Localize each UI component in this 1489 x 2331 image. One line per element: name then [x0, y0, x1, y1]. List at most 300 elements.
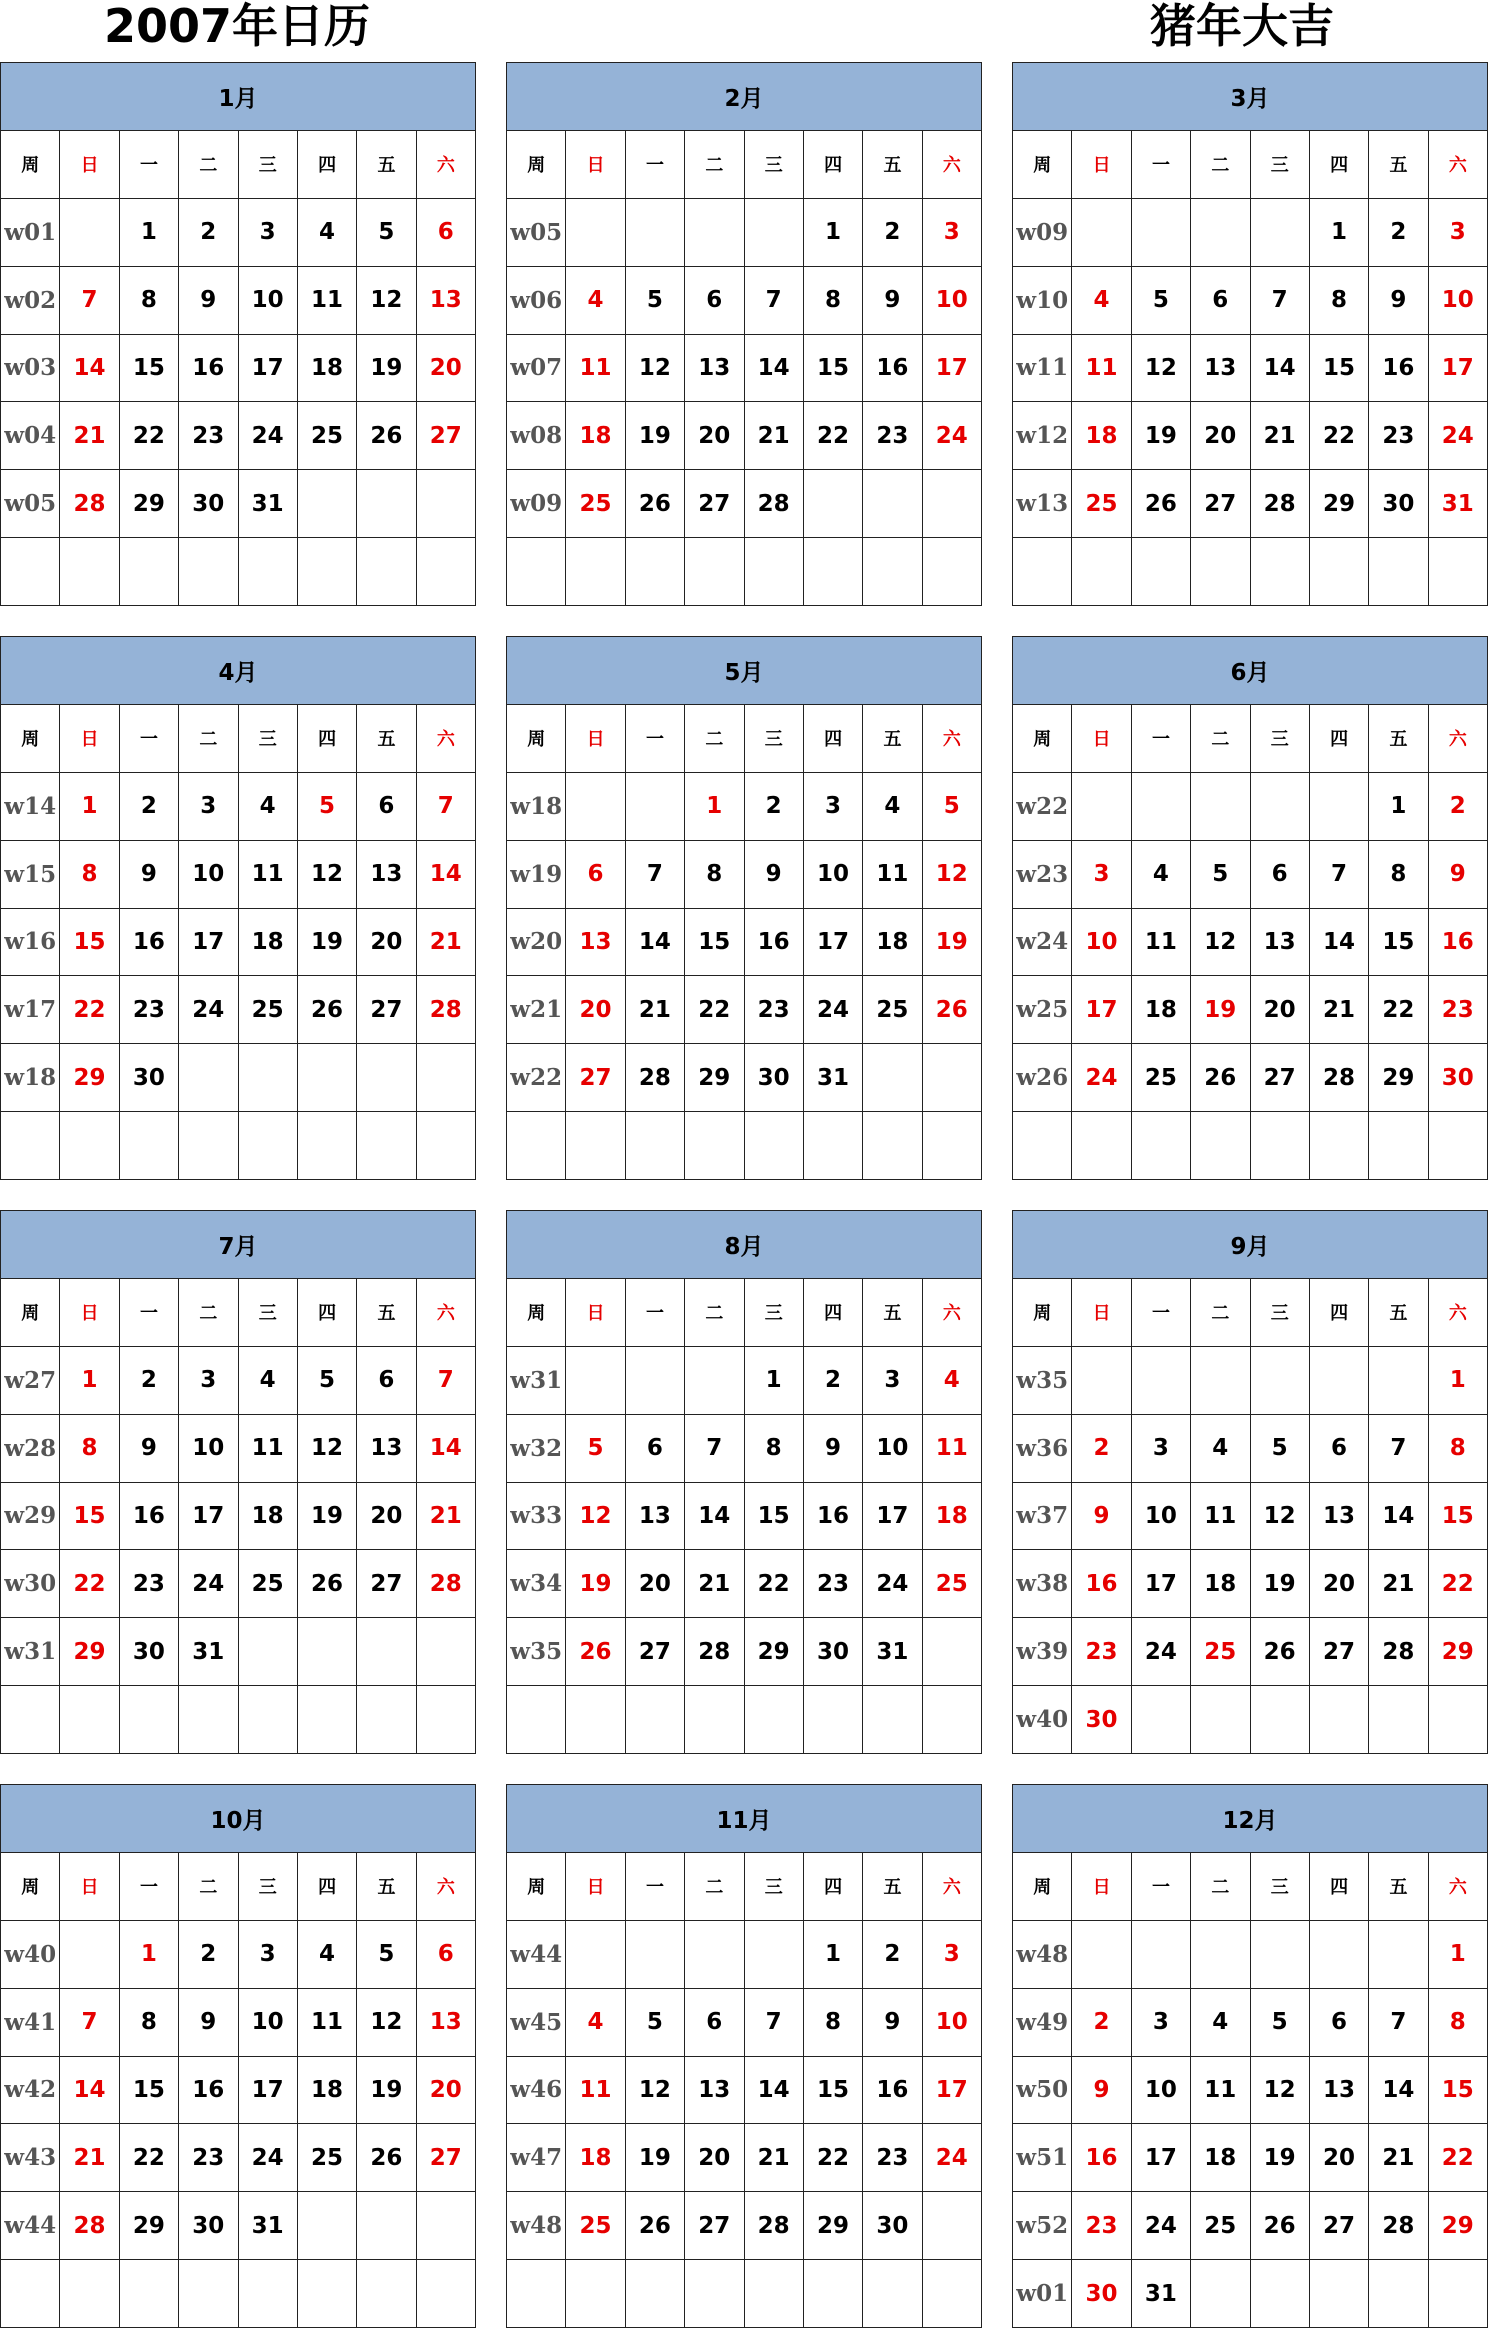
day-cell: 6 [416, 198, 475, 266]
day-cell: 18 [1191, 2124, 1250, 2192]
weekday-header: 六 [1428, 130, 1487, 198]
week-number: w30 [1, 1550, 60, 1618]
weekday-header: 二 [685, 1278, 744, 1346]
day-cell: 21 [1250, 402, 1309, 470]
empty-day-cell [685, 1920, 744, 1988]
weekday-header: 二 [1191, 1278, 1250, 1346]
day-cell: 23 [803, 1550, 862, 1618]
day-cell: 11 [863, 840, 922, 908]
week-number: w29 [1, 1482, 60, 1550]
day-cell: 20 [357, 1482, 416, 1550]
week-row [1013, 538, 1488, 606]
empty-day-cell [238, 1618, 297, 1686]
day-cell: 29 [119, 2192, 178, 2260]
empty-day-cell [60, 1920, 119, 1988]
week-number: w22 [1013, 772, 1072, 840]
week-row [1013, 198, 1488, 266]
day-cell: 13 [357, 840, 416, 908]
week-row [1, 2260, 476, 2328]
day-cell: 14 [744, 2056, 803, 2124]
day-cell: 16 [119, 908, 178, 976]
empty-day-cell [1428, 2260, 1487, 2328]
day-cell: 15 [1369, 908, 1428, 976]
empty-day-cell [1131, 1112, 1190, 1180]
weekday-header: 五 [357, 704, 416, 772]
day-cell: 29 [744, 1618, 803, 1686]
empty-day-cell [297, 1044, 356, 1112]
empty-day-cell [60, 1112, 119, 1180]
week-row [1, 1414, 476, 1482]
week-row [507, 1482, 982, 1550]
weekday-header: 二 [685, 130, 744, 198]
empty-day-cell [179, 1112, 238, 1180]
day-cell: 23 [179, 402, 238, 470]
weekday-header: 二 [179, 130, 238, 198]
empty-day-cell [416, 1686, 475, 1754]
day-cell: 21 [416, 908, 475, 976]
day-cell: 11 [297, 266, 356, 334]
day-cell: 11 [1191, 1482, 1250, 1550]
day-cell: 2 [1369, 198, 1428, 266]
week-row [1013, 908, 1488, 976]
week-row [1013, 1044, 1488, 1112]
weekday-header: 一 [119, 1852, 178, 1920]
day-cell: 13 [685, 334, 744, 402]
week-row [1013, 1686, 1488, 1754]
empty-day-cell [416, 2260, 475, 2328]
day-cell: 28 [1369, 1618, 1428, 1686]
day-cell: 11 [1191, 2056, 1250, 2124]
month-table [1012, 1784, 1488, 2328]
day-cell: 23 [119, 1550, 178, 1618]
day-cell: 31 [863, 1618, 922, 1686]
weekday-header: 六 [416, 130, 475, 198]
empty-day-cell [416, 538, 475, 606]
day-cell: 6 [416, 1920, 475, 1988]
weekday-header: 日 [1072, 1852, 1131, 1920]
empty-day-cell [1428, 1686, 1487, 1754]
day-cell: 8 [60, 1414, 119, 1482]
empty-day-cell [1369, 1112, 1428, 1180]
weekday-header: 日 [566, 130, 625, 198]
week-number: w07 [507, 334, 566, 402]
empty-day-cell [744, 1686, 803, 1754]
weekday-header: 三 [238, 130, 297, 198]
weekday-header: 日 [1072, 704, 1131, 772]
weekday-header: 六 [416, 1278, 475, 1346]
day-cell: 19 [1250, 2124, 1309, 2192]
day-cell: 21 [60, 402, 119, 470]
month-calendar [0, 1210, 476, 1754]
week-row [1013, 2192, 1488, 2260]
day-cell: 26 [1191, 1044, 1250, 1112]
day-cell: 1 [1309, 198, 1368, 266]
day-cell: 18 [922, 1482, 981, 1550]
week-row [507, 1414, 982, 1482]
empty-day-cell [685, 1112, 744, 1180]
week-number: w52 [1013, 2192, 1072, 2260]
weekday-header: 六 [1428, 1278, 1487, 1346]
empty-day-cell [297, 2192, 356, 2260]
day-cell: 5 [1131, 266, 1190, 334]
day-cell: 24 [922, 2124, 981, 2192]
day-cell: 4 [1072, 266, 1131, 334]
day-cell: 22 [685, 976, 744, 1044]
day-cell: 26 [297, 1550, 356, 1618]
weekday-header: 五 [1369, 1852, 1428, 1920]
day-cell: 6 [1309, 1988, 1368, 2056]
week-column-header: 周 [1013, 130, 1072, 198]
week-number: w51 [1013, 2124, 1072, 2192]
month-table [506, 62, 982, 606]
day-cell: 26 [357, 2124, 416, 2192]
day-cell: 31 [803, 1044, 862, 1112]
day-cell: 8 [1428, 1414, 1487, 1482]
day-cell: 25 [238, 1550, 297, 1618]
day-cell: 27 [566, 1044, 625, 1112]
week-row [1, 198, 476, 266]
day-cell: 5 [625, 266, 684, 334]
week-row [1, 1686, 476, 1754]
empty-day-cell [625, 772, 684, 840]
day-cell: 10 [1131, 2056, 1190, 2124]
week-column-header: 周 [1, 1852, 60, 1920]
empty-day-cell [1250, 1920, 1309, 1988]
week-row [507, 2124, 982, 2192]
empty-day-cell [566, 1920, 625, 1988]
day-cell: 6 [1191, 266, 1250, 334]
week-column-header: 周 [1, 704, 60, 772]
weekday-header: 六 [922, 1852, 981, 1920]
week-number: w12 [1013, 402, 1072, 470]
weekday-header: 五 [863, 130, 922, 198]
day-cell: 22 [60, 976, 119, 1044]
day-cell: 6 [685, 266, 744, 334]
day-cell: 23 [1072, 2192, 1131, 2260]
weekday-header: 三 [744, 704, 803, 772]
week-row [1, 538, 476, 606]
month-table [506, 1784, 982, 2328]
day-cell: 9 [179, 1988, 238, 2056]
day-cell: 14 [60, 2056, 119, 2124]
week-row [1, 470, 476, 538]
weekday-header: 五 [357, 130, 416, 198]
weekday-header: 三 [238, 1852, 297, 1920]
day-cell: 3 [863, 1346, 922, 1414]
week-number: w40 [1, 1920, 60, 1988]
weekday-header: 五 [863, 1852, 922, 1920]
day-cell: 15 [685, 908, 744, 976]
month-table [506, 636, 982, 1180]
calendar-title: 2007年日历 [104, 0, 371, 53]
week-number: w38 [1013, 1550, 1072, 1618]
day-cell: 25 [238, 976, 297, 1044]
day-cell: 21 [1369, 2124, 1428, 2192]
day-cell: 23 [119, 976, 178, 1044]
day-cell: 4 [238, 1346, 297, 1414]
week-number: w02 [1, 266, 60, 334]
day-cell: 20 [416, 2056, 475, 2124]
day-cell: 11 [297, 1988, 356, 2056]
empty-day-cell [1072, 1346, 1131, 1414]
weekday-header: 一 [625, 1852, 684, 1920]
week-number: w08 [507, 402, 566, 470]
day-cell: 18 [297, 2056, 356, 2124]
empty-day-cell [60, 1686, 119, 1754]
weekday-header: 日 [566, 704, 625, 772]
week-number: w15 [1, 840, 60, 908]
day-cell: 9 [863, 1988, 922, 2056]
empty-day-cell [238, 538, 297, 606]
day-cell: 4 [1191, 1988, 1250, 2056]
empty-day-cell [625, 198, 684, 266]
day-cell: 7 [1250, 266, 1309, 334]
empty-day-cell [685, 538, 744, 606]
day-cell: 4 [1191, 1414, 1250, 1482]
day-cell: 5 [625, 1988, 684, 2056]
month-title: 1月 [1, 63, 476, 131]
week-column-header: 周 [507, 704, 566, 772]
week-row [507, 470, 982, 538]
weekday-header: 五 [863, 704, 922, 772]
day-cell: 5 [297, 772, 356, 840]
day-cell: 8 [803, 1988, 862, 2056]
day-cell: 30 [863, 2192, 922, 2260]
empty-day-cell [238, 1686, 297, 1754]
day-cell: 22 [744, 1550, 803, 1618]
week-row [507, 1044, 982, 1112]
day-cell: 8 [1428, 1988, 1487, 2056]
day-cell: 21 [1369, 1550, 1428, 1618]
week-row [1013, 266, 1488, 334]
day-cell: 1 [60, 1346, 119, 1414]
day-cell: 7 [685, 1414, 744, 1482]
day-cell: 24 [863, 1550, 922, 1618]
day-cell: 6 [1309, 1414, 1368, 1482]
week-column-header: 周 [507, 1852, 566, 1920]
empty-day-cell [922, 1686, 981, 1754]
day-cell: 5 [1250, 1988, 1309, 2056]
day-cell: 22 [803, 402, 862, 470]
day-cell: 10 [863, 1414, 922, 1482]
empty-day-cell [1309, 772, 1368, 840]
day-cell: 18 [238, 908, 297, 976]
day-cell: 7 [625, 840, 684, 908]
week-number: w41 [1, 1988, 60, 2056]
empty-day-cell [863, 470, 922, 538]
weekday-header: 六 [416, 704, 475, 772]
day-cell: 21 [60, 2124, 119, 2192]
day-cell: 28 [1250, 470, 1309, 538]
day-cell: 28 [625, 1044, 684, 1112]
day-cell: 5 [297, 1346, 356, 1414]
month-table [0, 62, 476, 606]
empty-day-cell [416, 2192, 475, 2260]
weekday-header: 日 [60, 1278, 119, 1346]
week-row [507, 198, 982, 266]
empty-day-cell [119, 538, 178, 606]
day-cell: 23 [744, 976, 803, 1044]
day-cell: 19 [357, 334, 416, 402]
week-number: w11 [1013, 334, 1072, 402]
day-cell: 1 [685, 772, 744, 840]
empty-day-cell [1191, 538, 1250, 606]
day-cell: 29 [60, 1618, 119, 1686]
week-row [1013, 402, 1488, 470]
day-cell: 25 [297, 2124, 356, 2192]
month-calendar [506, 1210, 982, 1754]
day-cell: 14 [1369, 2056, 1428, 2124]
empty-day-cell [1131, 1920, 1190, 1988]
day-cell: 7 [744, 266, 803, 334]
week-row [1, 334, 476, 402]
empty-day-cell [1191, 772, 1250, 840]
day-cell: 24 [179, 1550, 238, 1618]
day-cell: 29 [119, 470, 178, 538]
month-title: 2月 [507, 63, 982, 131]
day-cell: 13 [685, 2056, 744, 2124]
day-cell: 13 [416, 1988, 475, 2056]
week-number [507, 538, 566, 606]
day-cell: 14 [416, 840, 475, 908]
weekday-header: 三 [1250, 1278, 1309, 1346]
empty-day-cell [1191, 1112, 1250, 1180]
day-cell: 17 [179, 1482, 238, 1550]
day-cell: 2 [1072, 1414, 1131, 1482]
day-cell: 7 [1369, 1988, 1428, 2056]
weekday-header: 四 [803, 1278, 862, 1346]
day-cell: 12 [357, 1988, 416, 2056]
weekday-header: 四 [1309, 704, 1368, 772]
day-cell: 8 [744, 1414, 803, 1482]
week-number: w18 [1, 1044, 60, 1112]
week-row [1, 2124, 476, 2192]
day-cell: 21 [1309, 976, 1368, 1044]
day-cell: 28 [416, 976, 475, 1044]
day-cell: 28 [60, 2192, 119, 2260]
week-number: w18 [507, 772, 566, 840]
day-cell: 17 [179, 908, 238, 976]
empty-day-cell [1131, 1346, 1190, 1414]
month-title: 5月 [507, 637, 982, 705]
day-cell: 22 [1428, 1550, 1487, 1618]
day-cell: 4 [1131, 840, 1190, 908]
day-cell: 3 [179, 1346, 238, 1414]
day-cell: 12 [625, 2056, 684, 2124]
day-cell: 12 [357, 266, 416, 334]
empty-day-cell [1191, 1346, 1250, 1414]
day-cell: 17 [1131, 2124, 1190, 2192]
week-number: w25 [1013, 976, 1072, 1044]
day-cell: 29 [1369, 1044, 1428, 1112]
day-cell: 24 [179, 976, 238, 1044]
day-cell: 1 [60, 772, 119, 840]
day-cell: 25 [566, 2192, 625, 2260]
weekday-header: 日 [566, 1278, 625, 1346]
day-cell: 11 [238, 1414, 297, 1482]
month-calendar [506, 1784, 982, 2328]
day-cell: 12 [1131, 334, 1190, 402]
month-title: 10月 [1, 1785, 476, 1853]
day-cell: 18 [1191, 1550, 1250, 1618]
week-number: w13 [1013, 470, 1072, 538]
day-cell: 30 [1072, 1686, 1131, 1754]
empty-day-cell [1191, 2260, 1250, 2328]
day-cell: 1 [119, 198, 178, 266]
empty-day-cell [863, 2260, 922, 2328]
empty-day-cell [744, 2260, 803, 2328]
day-cell: 3 [1072, 840, 1131, 908]
day-cell: 12 [1191, 908, 1250, 976]
day-cell: 10 [1428, 266, 1487, 334]
day-cell: 22 [119, 2124, 178, 2192]
day-cell: 2 [1072, 1988, 1131, 2056]
day-cell: 28 [1309, 1044, 1368, 1112]
day-cell: 31 [1428, 470, 1487, 538]
day-cell: 7 [744, 1988, 803, 2056]
day-cell: 29 [60, 1044, 119, 1112]
day-cell: 24 [238, 2124, 297, 2192]
empty-day-cell [179, 1686, 238, 1754]
weekday-header: 六 [416, 1852, 475, 1920]
empty-day-cell [863, 1112, 922, 1180]
week-row [1013, 2124, 1488, 2192]
day-cell: 21 [744, 402, 803, 470]
week-number: w32 [507, 1414, 566, 1482]
empty-day-cell [1369, 1920, 1428, 1988]
day-cell: 20 [685, 2124, 744, 2192]
empty-day-cell [1309, 2260, 1368, 2328]
month-calendar [1012, 1784, 1488, 2328]
day-cell: 21 [625, 976, 684, 1044]
day-cell: 8 [1309, 266, 1368, 334]
day-cell: 16 [1072, 2124, 1131, 2192]
day-cell: 15 [1428, 2056, 1487, 2124]
week-row [1013, 1112, 1488, 1180]
empty-day-cell [357, 470, 416, 538]
day-cell: 17 [922, 2056, 981, 2124]
week-column-header: 周 [1, 1278, 60, 1346]
day-cell: 27 [1309, 2192, 1368, 2260]
week-row [1, 976, 476, 1044]
day-cell: 15 [1309, 334, 1368, 402]
empty-day-cell [566, 2260, 625, 2328]
day-cell: 22 [1428, 2124, 1487, 2192]
week-number: w50 [1013, 2056, 1072, 2124]
weekday-header: 六 [1428, 704, 1487, 772]
day-cell: 27 [625, 1618, 684, 1686]
day-cell: 2 [179, 1920, 238, 1988]
day-cell: 19 [1131, 402, 1190, 470]
day-cell: 14 [416, 1414, 475, 1482]
day-cell: 30 [179, 470, 238, 538]
weekday-header: 三 [238, 704, 297, 772]
week-row [1013, 1346, 1488, 1414]
month-title: 8月 [507, 1211, 982, 1279]
day-cell: 5 [566, 1414, 625, 1482]
empty-day-cell [297, 1618, 356, 1686]
week-row [507, 1920, 982, 1988]
day-cell: 17 [1428, 334, 1487, 402]
day-cell: 2 [1428, 772, 1487, 840]
day-cell: 31 [1131, 2260, 1190, 2328]
week-row [1013, 1988, 1488, 2056]
empty-day-cell [566, 772, 625, 840]
weekday-header: 三 [1250, 704, 1309, 772]
weekday-header: 一 [119, 704, 178, 772]
day-cell: 15 [119, 2056, 178, 2124]
day-cell: 19 [566, 1550, 625, 1618]
